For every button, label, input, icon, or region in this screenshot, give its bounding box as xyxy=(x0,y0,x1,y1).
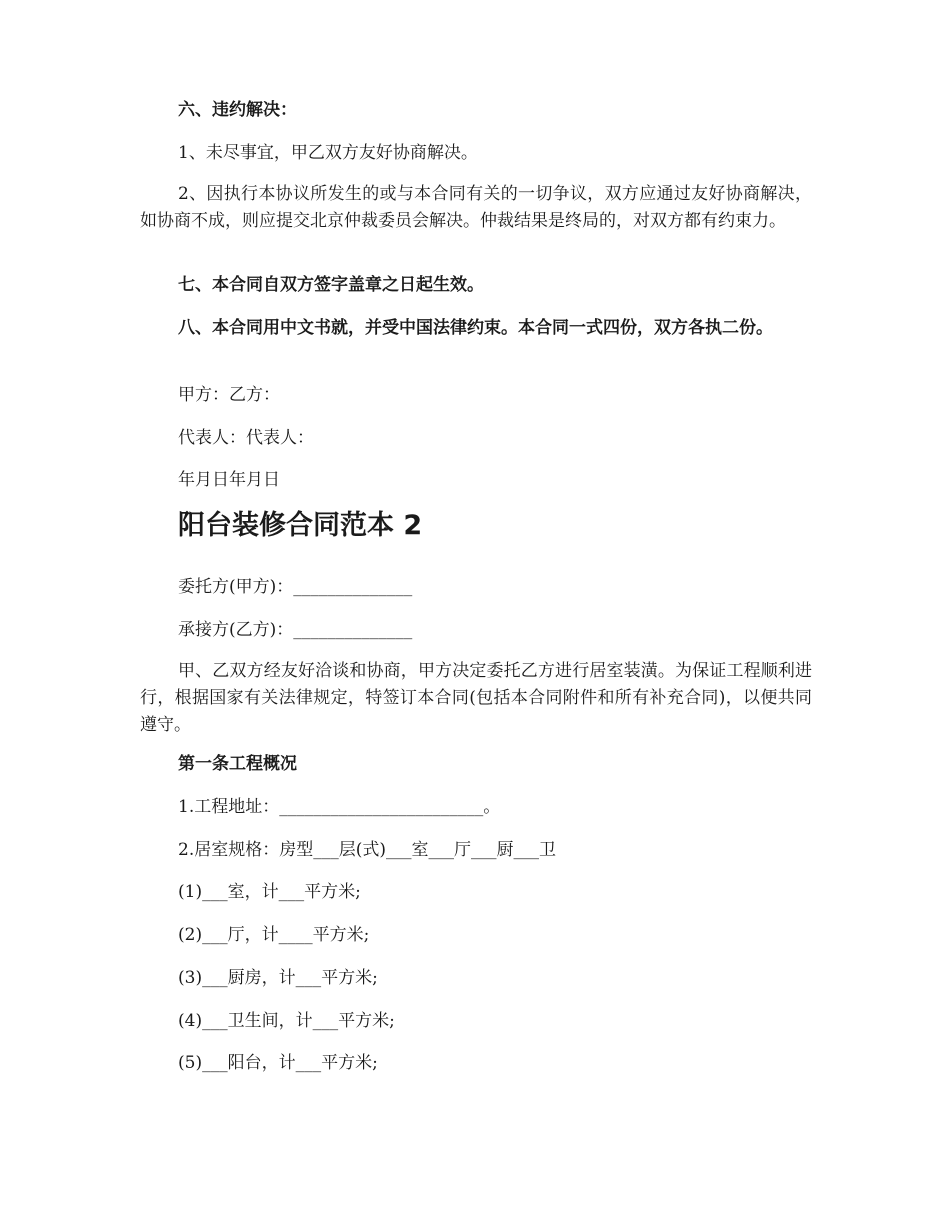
contract-2-title: 阳台装修合同范本 2 xyxy=(178,510,423,541)
contract-intro-paragraph: 甲、乙双方经友好洽谈和协商，甲方决定委托乙方进行居室装潢。为保证工程顺利进行，根据国家有关法律规定，特签订本合同(包括本合同附件和所有补充合同)，以便共同遵守。 xyxy=(140,661,812,735)
article-1-title: 第一条工程概况 xyxy=(178,754,297,774)
signature-dates: 年月日年月日 xyxy=(178,470,280,490)
section-6-paragraph-1: 1、未尽事宜，甲乙双方友好协商解决。 xyxy=(178,143,478,163)
project-address-item: 1.工程地址：________________________。 xyxy=(178,797,501,817)
room-specification-item: 2.居室规格：房型___层(式)___室___厅___厨___卫 xyxy=(178,840,556,860)
contractor-party-line: 承接方(乙方)：______________ xyxy=(178,620,413,640)
signature-representatives: 代表人：代表人： xyxy=(178,428,314,448)
section-6-paragraph-2: 2、因执行本协议所发生的或与本合同有关的一切争议，双方应通过友好协商解决，如协商不成，则应提交北京仲裁委员会解决。仲裁结果是终局的，对双方都有约束力。 xyxy=(140,184,812,231)
room-item-4: (4)___卫生间，计___平方米; xyxy=(178,1011,395,1031)
section-6-title: 六、违约解决： xyxy=(178,100,297,120)
room-item-2: (2)___厅，计____平方米; xyxy=(178,925,370,945)
room-item-5: (5)___阳台，计___平方米; xyxy=(178,1053,378,1073)
signature-parties: 甲方：乙方： xyxy=(178,385,280,405)
client-party-line: 委托方(甲方)：______________ xyxy=(178,577,413,597)
section-8: 八、本合同用中文书就，并受中国法律约束。本合同一式四份，双方各执二份。 xyxy=(178,318,773,338)
section-7: 七、本合同自双方签字盖章之日起生效。 xyxy=(178,275,484,295)
room-item-1: (1)___室，计___平方米; xyxy=(178,882,361,902)
room-item-3: (3)___厨房，计___平方米; xyxy=(178,968,378,988)
